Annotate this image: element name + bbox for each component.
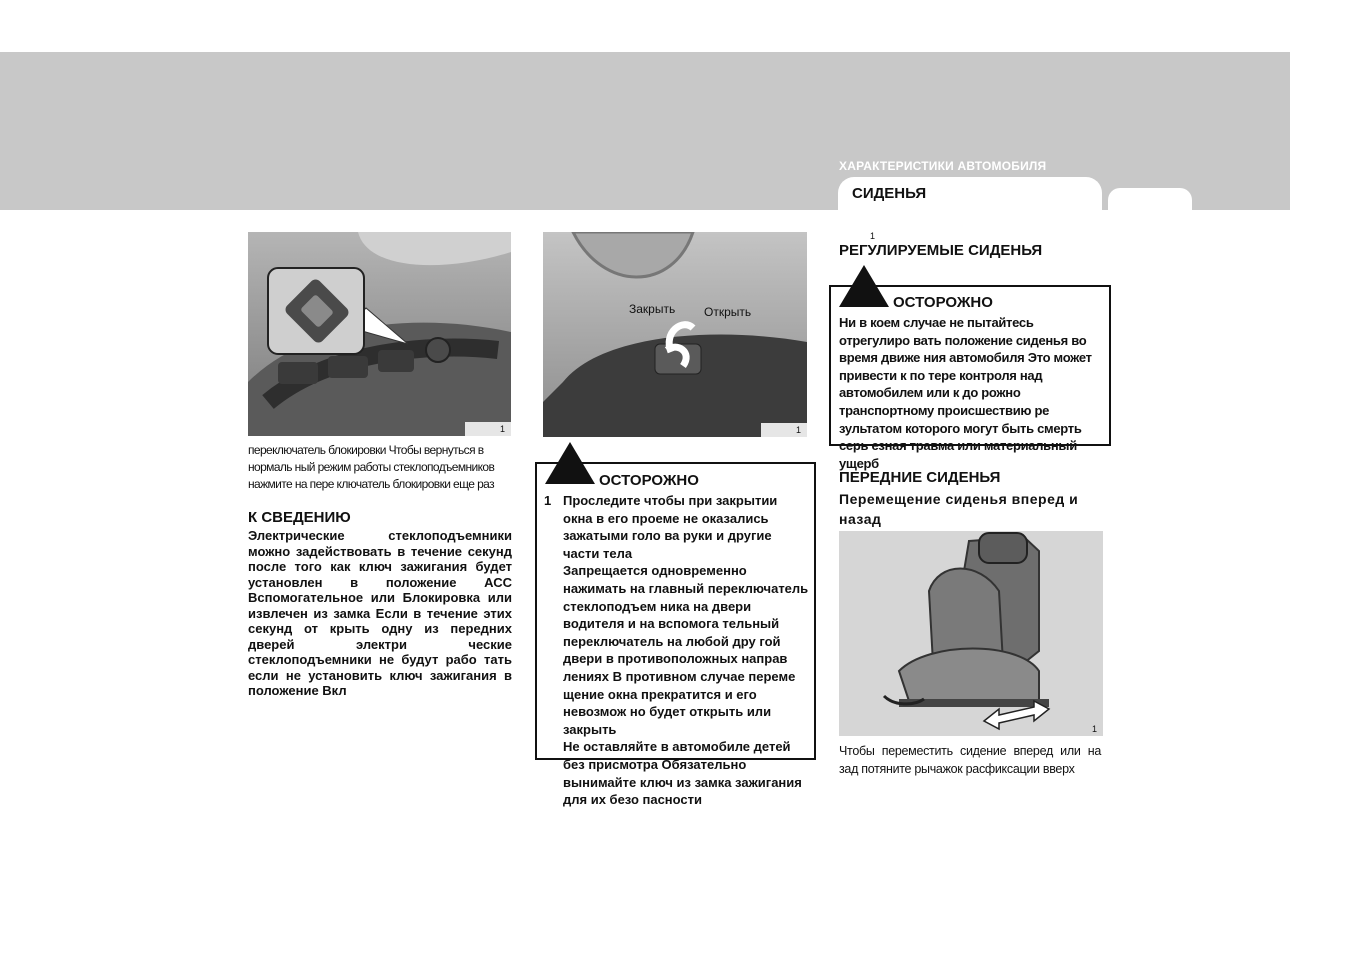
open-label: Открыть: [704, 305, 752, 319]
warning-item: Запрещается одновременно нажимать на главный переключатель стеклоподъем ника на двери водителя и на вспомога тельный переключатель на любой дру гой двери в противоположных направ лениях В противном случае переме щение окна прекратится и его невозмож но будет открыть или закрыть: [563, 563, 809, 737]
window-warning-box: [535, 462, 816, 808]
door-handle-illustration: [543, 232, 807, 437]
footnote-marker: 1: [870, 231, 876, 241]
warning-item: Не оставляйте в автомобиле детей без присмотра Обязательно вынимайте ключ из замка зажигания для их безо пасности: [563, 739, 802, 808]
front-seat-photo: [839, 531, 1103, 736]
warning-triangle-icon: [545, 442, 595, 484]
close-label: Закрыть: [629, 302, 676, 316]
info-heading: К СВЕДЕНИЮ: [248, 509, 351, 526]
door-panel-illustration: [248, 232, 511, 436]
seat-illustration: [839, 531, 1103, 736]
page-tab: [1108, 188, 1192, 218]
figure-number: 1: [465, 422, 511, 436]
warning-list: [537, 492, 809, 809]
seat-warning-text: Ни в коем случае не пытайтесь отрегулиро вать положение сиденья во время движе ния автомобиля Это может привести к по тере контроля над автомобилем или к до рожно транспортному происшествию ре зультатом которого могут быть смерть серь езная травма или материальный ущерб: [839, 315, 1092, 471]
warning-title: ОСТОРОЖНО: [893, 294, 993, 311]
section-tab: [838, 177, 1102, 217]
warning-triangle-icon: [839, 265, 889, 307]
door-handle-photo: [543, 232, 807, 437]
window-lock-switch-photo: [248, 232, 511, 436]
adjustable-seats-heading: РЕГУЛИРУЕМЫЕ СИДЕНЬЯ: [839, 242, 1043, 259]
info-text: Электрические стеклоподъемники можно задействовать в течение секунд после того как ключ зажигания будет установлен в положение АСС Вспомогательное или Блокировка или извлечен из замка Если в течение этих секунд от крыть одну из передних дверей электри ческие стеклоподъемники не будут рабо тать если не установить ключ зажигания в положение Вкл: [248, 528, 512, 698]
warning-item: 1 Проследите чтобы при закрытии окна в его проеме не оказались зажатыми голо ва руки и другие части тела: [544, 493, 778, 561]
seat-move-caption: Чтобы переместить сидение вперед или на зад потяните рычажок расфиксации вверх: [839, 744, 1101, 776]
seat-move-subheading: Перемещение сиденья вперед и назад: [839, 491, 1079, 527]
figure-number: 1: [761, 423, 807, 437]
section-label: ХАРАКТЕРИСТИКИ АВТОМОБИЛЯ: [839, 159, 1047, 173]
seat-warning-box: [829, 285, 1111, 471]
window-lock-caption: переключатель блокировки Чтобы вернуться в нормаль ный режим работы стеклоподъемников нажмите на пере ключатель блокировки еще раз: [248, 443, 495, 491]
front-seats-heading: ПЕРЕДНИЕ СИДЕНЬЯ: [839, 469, 1001, 486]
figure-number: 1: [1091, 724, 1097, 734]
section-tab-title: СИДЕНЬЯ: [852, 185, 927, 202]
warning-title: ОСТОРОЖНО: [599, 472, 699, 489]
